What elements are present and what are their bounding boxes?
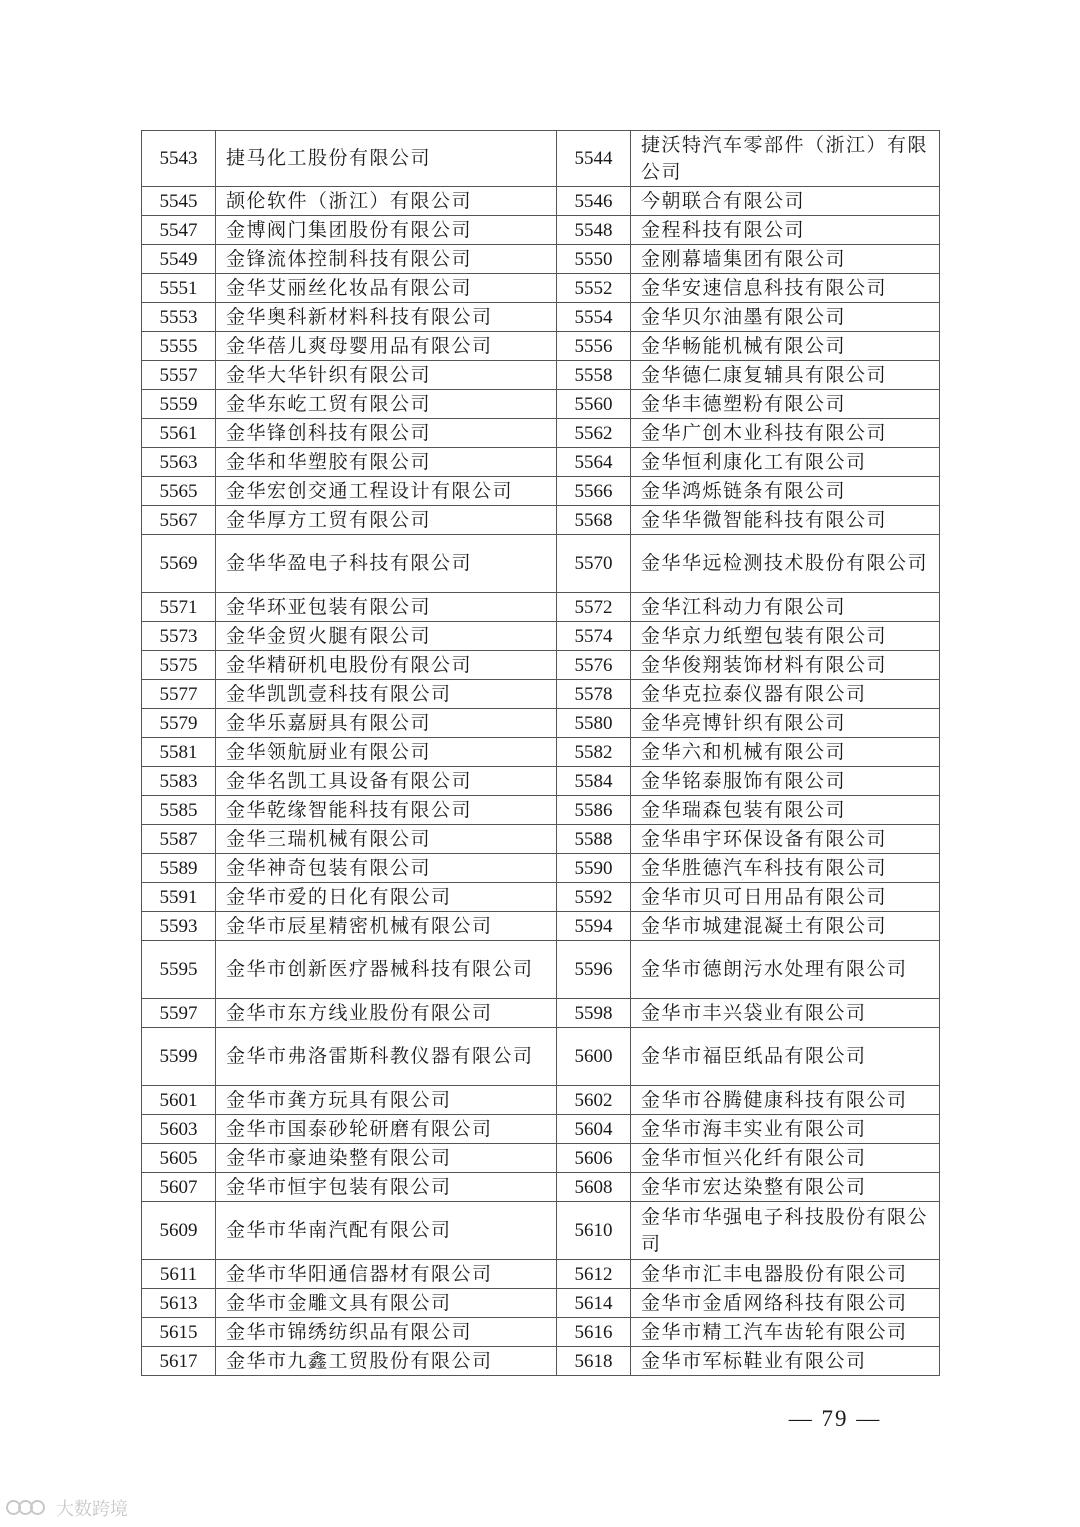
- left-company-name: 金华市金雕文具有限公司: [216, 1289, 557, 1318]
- left-company-name: 金华环亚包装有限公司: [216, 593, 557, 622]
- table-body: [142, 131, 940, 1376]
- right-serial-number: 5562: [557, 419, 631, 448]
- left-company-name: 金华市龚方玩具有限公司: [216, 1086, 557, 1115]
- left-serial-number: 5581: [142, 738, 216, 767]
- right-serial-number: 5586: [557, 796, 631, 825]
- left-serial-number: 5597: [142, 999, 216, 1028]
- right-serial-number: 5582: [557, 738, 631, 767]
- left-company-name: 金华乐嘉厨具有限公司: [216, 709, 557, 738]
- left-serial-number: 5547: [142, 216, 216, 245]
- left-company-name: 金华市锦绣纺织品有限公司: [216, 1318, 557, 1347]
- left-company-name: 金华神奇包装有限公司: [216, 854, 557, 883]
- left-serial-number: 5563: [142, 448, 216, 477]
- left-company-name: 金华蓓儿爽母婴用品有限公司: [216, 332, 557, 361]
- left-company-name: 金华厚方工贸有限公司: [216, 506, 557, 535]
- right-serial-number: 5604: [557, 1115, 631, 1144]
- left-company-name: 金华市创新医疗器械科技有限公司: [216, 941, 557, 999]
- table-row: [142, 622, 940, 651]
- watermark: [6, 1495, 128, 1521]
- left-company-name: 金华市恒宇包装有限公司: [216, 1173, 557, 1202]
- left-company-name: 金华东屹工贸有限公司: [216, 390, 557, 419]
- table-row: [142, 883, 940, 912]
- table-row: [142, 361, 940, 390]
- right-company-name: 金华安速信息科技有限公司: [631, 274, 940, 303]
- table-row: [142, 1144, 940, 1173]
- right-serial-number: 5558: [557, 361, 631, 390]
- right-serial-number: 5554: [557, 303, 631, 332]
- left-company-name: 金华市豪迪染整有限公司: [216, 1144, 557, 1173]
- table-row: [142, 1086, 940, 1115]
- right-serial-number: 5596: [557, 941, 631, 999]
- right-company-name: 金程科技有限公司: [631, 216, 940, 245]
- left-serial-number: 5577: [142, 680, 216, 709]
- right-company-name: 金华市汇丰电器股份有限公司: [631, 1260, 940, 1289]
- right-serial-number: 5594: [557, 912, 631, 941]
- right-company-name: 金华胜德汽车科技有限公司: [631, 854, 940, 883]
- left-company-name: 金华宏创交通工程设计有限公司: [216, 477, 557, 506]
- left-company-name: 金华华盈电子科技有限公司: [216, 535, 557, 593]
- table-row: [142, 187, 940, 216]
- right-serial-number: 5592: [557, 883, 631, 912]
- left-serial-number: 5587: [142, 825, 216, 854]
- watermark-logo-icon: [6, 1498, 52, 1518]
- right-serial-number: 5608: [557, 1173, 631, 1202]
- right-serial-number: 5614: [557, 1289, 631, 1318]
- left-company-name: 金华领航厨业有限公司: [216, 738, 557, 767]
- table-row: [142, 825, 940, 854]
- table-row: [142, 1318, 940, 1347]
- right-company-name: 金华市贝可日用品有限公司: [631, 883, 940, 912]
- table-row: [142, 651, 940, 680]
- left-company-name: 金华市弗洛雷斯科教仪器有限公司: [216, 1028, 557, 1086]
- left-serial-number: 5553: [142, 303, 216, 332]
- right-serial-number: 5546: [557, 187, 631, 216]
- table-row: [142, 303, 940, 332]
- left-company-name: 金华乾缘智能科技有限公司: [216, 796, 557, 825]
- right-serial-number: 5612: [557, 1260, 631, 1289]
- left-company-name: 金华名凯工具设备有限公司: [216, 767, 557, 796]
- right-serial-number: 5588: [557, 825, 631, 854]
- right-company-name: 金华瑞森包装有限公司: [631, 796, 940, 825]
- right-serial-number: 5578: [557, 680, 631, 709]
- right-company-name: 金华市海丰实业有限公司: [631, 1115, 940, 1144]
- left-serial-number: 5569: [142, 535, 216, 593]
- right-serial-number: 5570: [557, 535, 631, 593]
- right-serial-number: 5564: [557, 448, 631, 477]
- right-serial-number: 5600: [557, 1028, 631, 1086]
- left-serial-number: 5549: [142, 245, 216, 274]
- left-company-name: 金华大华针织有限公司: [216, 361, 557, 390]
- right-serial-number: 5556: [557, 332, 631, 361]
- right-company-name: 金华市精工汽车齿轮有限公司: [631, 1318, 940, 1347]
- page-number: — 79 —: [788, 1406, 882, 1431]
- right-company-name: 金华六和机械有限公司: [631, 738, 940, 767]
- left-serial-number: 5579: [142, 709, 216, 738]
- right-serial-number: 5590: [557, 854, 631, 883]
- watermark-text: 大数跨境: [56, 1499, 128, 1520]
- right-company-name: 金华市恒兴化纤有限公司: [631, 1144, 940, 1173]
- company-list-table: [141, 130, 940, 1376]
- right-company-name: 金华鸿烁链条有限公司: [631, 477, 940, 506]
- right-company-name: 金华京力纸塑包装有限公司: [631, 622, 940, 651]
- left-serial-number: 5557: [142, 361, 216, 390]
- left-serial-number: 5551: [142, 274, 216, 303]
- table-row: [142, 332, 940, 361]
- left-serial-number: 5555: [142, 332, 216, 361]
- right-company-name: 金华市丰兴袋业有限公司: [631, 999, 940, 1028]
- left-serial-number: 5599: [142, 1028, 216, 1086]
- table-row: [142, 854, 940, 883]
- table-row: [142, 131, 940, 187]
- right-company-name: 金华市军标鞋业有限公司: [631, 1347, 940, 1376]
- right-serial-number: 5544: [557, 131, 631, 187]
- left-company-name: 金华金贸火腿有限公司: [216, 622, 557, 651]
- table-row: [142, 912, 940, 941]
- table-row: [142, 1347, 940, 1376]
- right-company-name: 捷沃特汽车零部件（浙江）有限公司: [631, 131, 940, 187]
- left-serial-number: 5617: [142, 1347, 216, 1376]
- table-row: [142, 738, 940, 767]
- left-serial-number: 5603: [142, 1115, 216, 1144]
- right-serial-number: 5566: [557, 477, 631, 506]
- table-row: [142, 1115, 940, 1144]
- left-serial-number: 5607: [142, 1173, 216, 1202]
- right-company-name: 金华市宏达染整有限公司: [631, 1173, 940, 1202]
- left-company-name: 金华市华南汽配有限公司: [216, 1202, 557, 1260]
- left-serial-number: 5567: [142, 506, 216, 535]
- table-row: [142, 999, 940, 1028]
- right-serial-number: 5616: [557, 1318, 631, 1347]
- left-company-name: 金华市华阳通信器材有限公司: [216, 1260, 557, 1289]
- right-serial-number: 5598: [557, 999, 631, 1028]
- right-company-name: 金华市华强电子科技股份有限公司: [631, 1202, 940, 1260]
- right-company-name: 金华市福臣纸品有限公司: [631, 1028, 940, 1086]
- left-company-name: 金华市九鑫工贸股份有限公司: [216, 1347, 557, 1376]
- left-serial-number: 5613: [142, 1289, 216, 1318]
- right-company-name: 金华亮博针织有限公司: [631, 709, 940, 738]
- left-serial-number: 5593: [142, 912, 216, 941]
- left-serial-number: 5543: [142, 131, 216, 187]
- left-serial-number: 5589: [142, 854, 216, 883]
- left-company-name: 金博阀门集团股份有限公司: [216, 216, 557, 245]
- table-row: [142, 1289, 940, 1318]
- left-serial-number: 5591: [142, 883, 216, 912]
- right-serial-number: 5602: [557, 1086, 631, 1115]
- right-company-name: 今朝联合有限公司: [631, 187, 940, 216]
- table-row: [142, 1202, 940, 1260]
- right-serial-number: 5606: [557, 1144, 631, 1173]
- right-serial-number: 5568: [557, 506, 631, 535]
- table-row: [142, 767, 940, 796]
- left-serial-number: 5615: [142, 1318, 216, 1347]
- right-serial-number: 5560: [557, 390, 631, 419]
- left-company-name: 捷马化工股份有限公司: [216, 131, 557, 187]
- right-serial-number: 5576: [557, 651, 631, 680]
- table-row: [142, 1173, 940, 1202]
- right-serial-number: 5610: [557, 1202, 631, 1260]
- right-serial-number: 5584: [557, 767, 631, 796]
- right-company-name: 金华串宇环保设备有限公司: [631, 825, 940, 854]
- right-company-name: 金华畅能机械有限公司: [631, 332, 940, 361]
- left-company-name: 金锋流体控制科技有限公司: [216, 245, 557, 274]
- table-row: [142, 941, 940, 999]
- left-company-name: 金华三瑞机械有限公司: [216, 825, 557, 854]
- table-row: [142, 506, 940, 535]
- right-company-name: 金华市城建混凝土有限公司: [631, 912, 940, 941]
- left-serial-number: 5585: [142, 796, 216, 825]
- right-serial-number: 5550: [557, 245, 631, 274]
- table-row: [142, 535, 940, 593]
- table-row: [142, 245, 940, 274]
- table-row: [142, 1260, 940, 1289]
- left-serial-number: 5601: [142, 1086, 216, 1115]
- right-serial-number: 5618: [557, 1347, 631, 1376]
- table-row: [142, 390, 940, 419]
- right-serial-number: 5548: [557, 216, 631, 245]
- table-row: [142, 216, 940, 245]
- table-row: [142, 448, 940, 477]
- right-company-name: 金华丰德塑粉有限公司: [631, 390, 940, 419]
- right-company-name: 金华铭泰服饰有限公司: [631, 767, 940, 796]
- table-row: [142, 796, 940, 825]
- left-company-name: 金华精研机电股份有限公司: [216, 651, 557, 680]
- left-serial-number: 5611: [142, 1260, 216, 1289]
- right-company-name: 金华恒利康化工有限公司: [631, 448, 940, 477]
- right-company-name: 金华克拉泰仪器有限公司: [631, 680, 940, 709]
- right-company-name: 金华德仁康复辅具有限公司: [631, 361, 940, 390]
- right-company-name: 金华江科动力有限公司: [631, 593, 940, 622]
- left-serial-number: 5571: [142, 593, 216, 622]
- table-row: [142, 274, 940, 303]
- right-serial-number: 5552: [557, 274, 631, 303]
- table-row: [142, 1028, 940, 1086]
- right-company-name: 金华市德朗污水处理有限公司: [631, 941, 940, 999]
- left-company-name: 金华凯凯壹科技有限公司: [216, 680, 557, 709]
- right-company-name: 金华市谷腾健康科技有限公司: [631, 1086, 940, 1115]
- right-company-name: 金华华微智能科技有限公司: [631, 506, 940, 535]
- left-company-name: 金华艾丽丝化妆品有限公司: [216, 274, 557, 303]
- left-company-name: 金华和华塑胶有限公司: [216, 448, 557, 477]
- left-company-name: 金华市爱的日化有限公司: [216, 883, 557, 912]
- table-row: [142, 419, 940, 448]
- right-serial-number: 5580: [557, 709, 631, 738]
- left-serial-number: 5575: [142, 651, 216, 680]
- left-company-name: 金华奥科新材料科技有限公司: [216, 303, 557, 332]
- left-serial-number: 5605: [142, 1144, 216, 1173]
- left-serial-number: 5559: [142, 390, 216, 419]
- right-company-name: 金华市金盾网络科技有限公司: [631, 1289, 940, 1318]
- right-company-name: 金华广创木业科技有限公司: [631, 419, 940, 448]
- left-company-name: 金华市辰星精密机械有限公司: [216, 912, 557, 941]
- table-row: [142, 477, 940, 506]
- left-serial-number: 5595: [142, 941, 216, 999]
- left-serial-number: 5573: [142, 622, 216, 651]
- left-serial-number: 5561: [142, 419, 216, 448]
- left-company-name: 金华市东方线业股份有限公司: [216, 999, 557, 1028]
- table-row: [142, 680, 940, 709]
- left-company-name: 金华锋创科技有限公司: [216, 419, 557, 448]
- left-serial-number: 5609: [142, 1202, 216, 1260]
- left-company-name: 金华市国泰砂轮研磨有限公司: [216, 1115, 557, 1144]
- right-company-name: 金华华远检测技术股份有限公司: [631, 535, 940, 593]
- right-company-name: 金华俊翔装饰材料有限公司: [631, 651, 940, 680]
- left-serial-number: 5565: [142, 477, 216, 506]
- table-row: [142, 593, 940, 622]
- table-row: [142, 709, 940, 738]
- right-company-name: 金刚幕墙集团有限公司: [631, 245, 940, 274]
- right-serial-number: 5574: [557, 622, 631, 651]
- right-company-name: 金华贝尔油墨有限公司: [631, 303, 940, 332]
- left-company-name: 颉伦软件（浙江）有限公司: [216, 187, 557, 216]
- right-serial-number: 5572: [557, 593, 631, 622]
- left-serial-number: 5583: [142, 767, 216, 796]
- left-serial-number: 5545: [142, 187, 216, 216]
